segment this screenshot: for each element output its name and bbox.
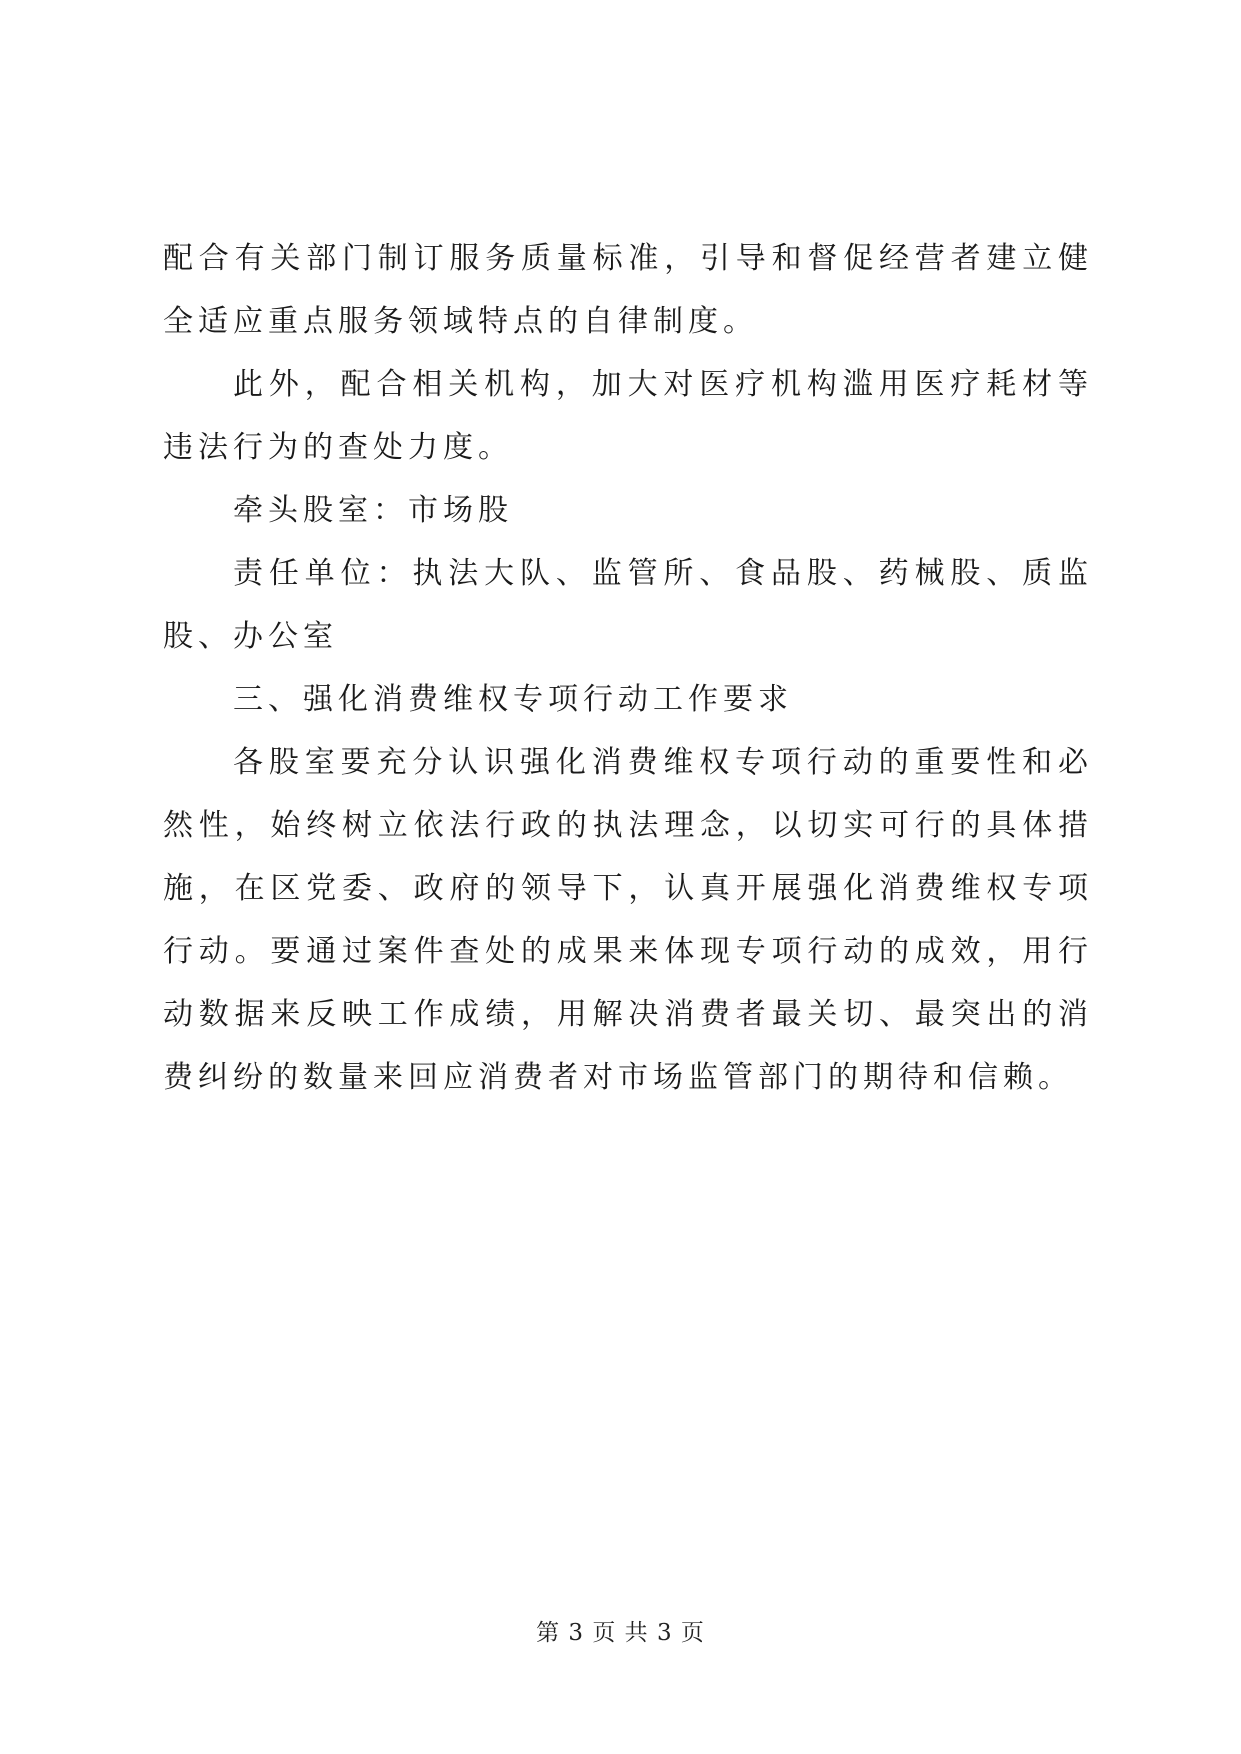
paragraph-lead-office: 牵头股室：市场股 (233, 493, 513, 528)
paragraph-medical-supplies: 此外，配合相关机构，加大对医疗机构滥用医疗耗材等违法行为的查处力度。 (163, 367, 1093, 465)
page-number-footer: 第 3 页 共 3 页 (536, 1620, 705, 1646)
paragraph-service-standards: 配合有关部门制订服务质量标准，引导和督促经营者建立健全适应重点服务领域特点的自律制度。 (163, 241, 1093, 339)
section-heading-requirements: 三、强化消费维权专项行动工作要求 (233, 682, 793, 717)
document-body (163, 227, 1093, 1109)
paragraph-requirements-body: 各股室要充分认识强化消费维权专项行动的重要性和必然性，始终树立依法行政的执法理念，以切实可行的具体措施，在区党委、政府的领导下，认真开展强化消费维权专项行动。要通过案件查处的成果来体现专项行动的成效，用行动数据来反映工作成绩，用解决消费者最关切、最突出的消费纠纷的数量来回应消费者对市场监管部门的期待和信赖。 (163, 745, 1093, 1095)
paragraph-responsible-units: 责任单位：执法大队、监管所、食品股、药械股、质监股、办公室 (163, 556, 1093, 654)
